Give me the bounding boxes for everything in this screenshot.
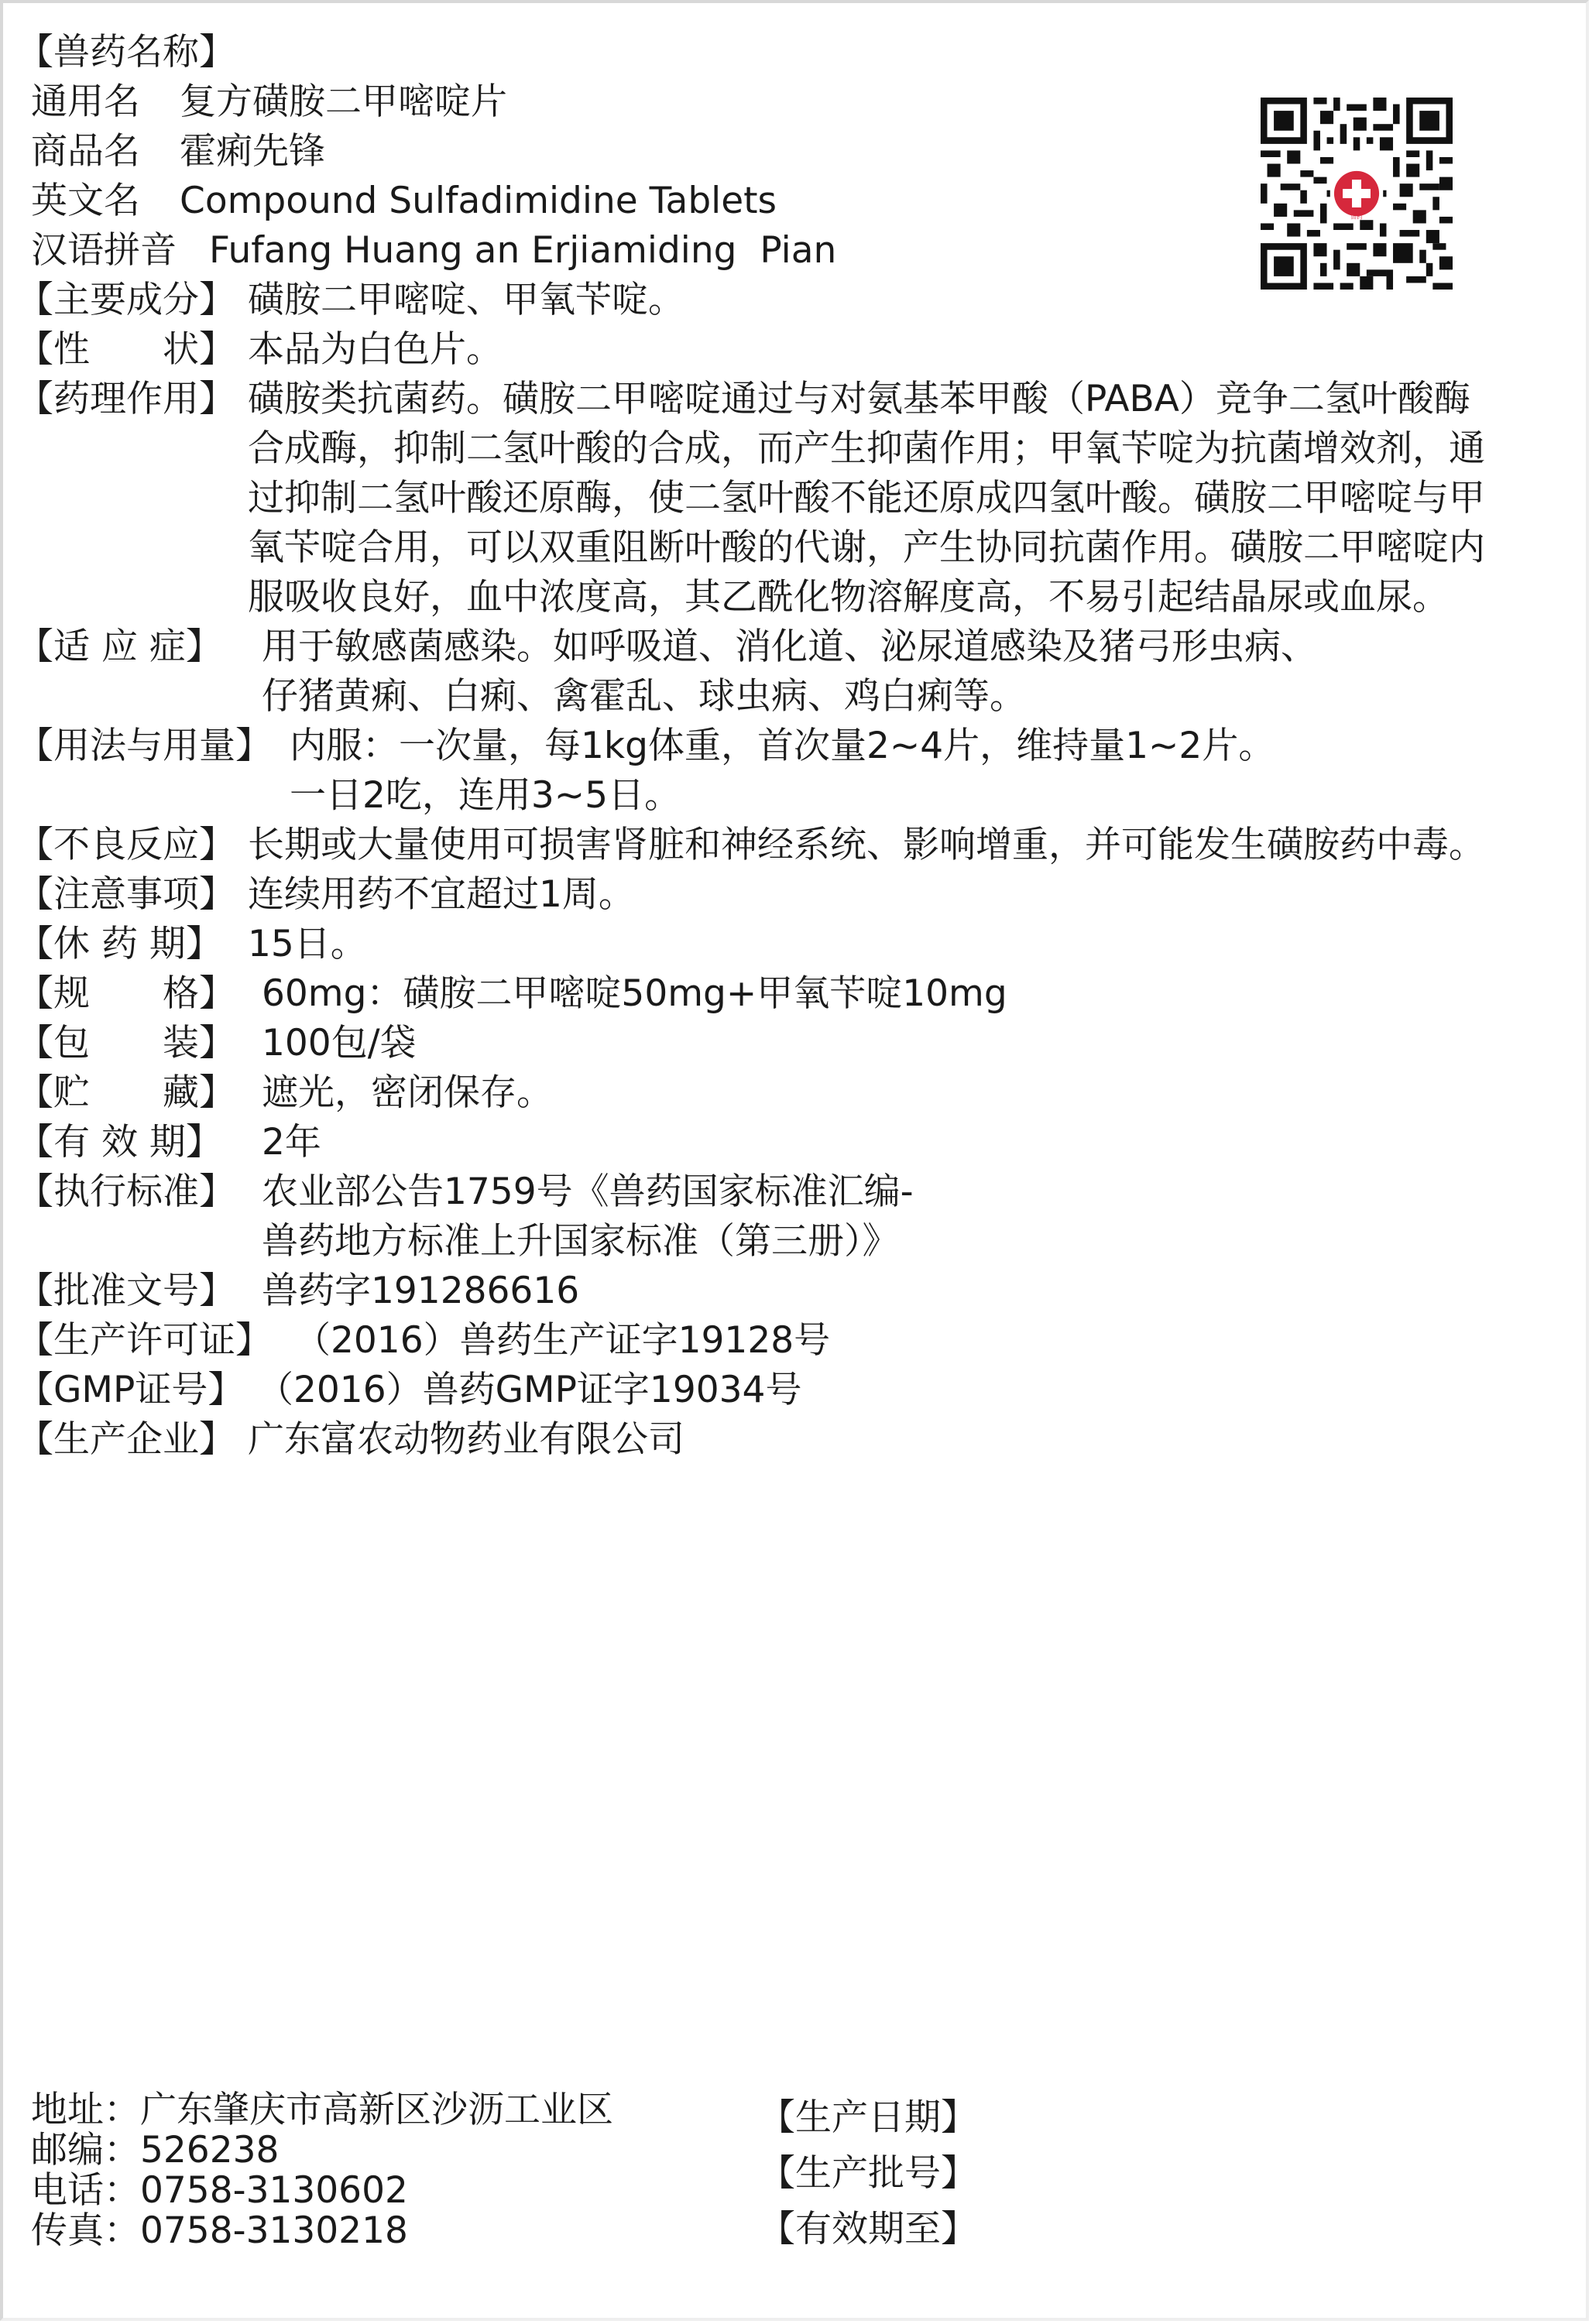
dosage-row-2: [290, 771, 681, 821]
withdrawal-value: 15日。: [248, 923, 367, 965]
storage-row: [17, 1068, 553, 1118]
pinyin-row: [31, 226, 836, 276]
qr-badge-text: [1350, 212, 1363, 220]
validity-value: 2年: [262, 1121, 321, 1164]
trade-name-value: 霍痢先锋: [180, 130, 325, 173]
expiry-date-label: 【有效期至】: [759, 2208, 977, 2250]
section-vet-drug-name: [17, 28, 235, 77]
pharmacology-line-5: 服吸收良好，血中浓度高，其乙酰化物溶解度高，不易引起结晶尿或血尿。: [248, 576, 1449, 619]
precautions-value: 连续用药不宜超过1周。: [248, 873, 635, 916]
qr-code-icon: [1261, 98, 1453, 290]
storage-value: 遮光，密闭保存。: [262, 1071, 553, 1114]
gmp-label: 【GMP证号】: [17, 1369, 245, 1411]
fax-line: 传真：0758-3130218: [31, 2209, 408, 2252]
pharmacology-line-3: 过抑制二氢叶酸还原酶，使二氢叶酸不能还原成四氢叶酸。磺胺二甲嘧啶与甲: [248, 477, 1485, 519]
gmp-row: [17, 1366, 801, 1415]
generic-name-value: 复方磺胺二甲嘧啶片: [180, 81, 507, 123]
package-value: 100包/袋: [262, 1022, 417, 1064]
pharmacology-row-2: [248, 424, 1485, 474]
dosage-label: 【用法与用量】: [17, 725, 272, 767]
phone-line: 电话：0758-3130602: [31, 2169, 408, 2212]
adverse-row: [17, 821, 1485, 870]
gmp-value: （2016）兽药GMP证字19034号: [257, 1369, 802, 1411]
standard-line-1: 农业部公告1759号《兽药国家标准汇编-: [262, 1171, 914, 1213]
indications-label: 【适 应 症】: [17, 626, 222, 668]
contact-block: [31, 2090, 805, 2251]
license-label: 【生产许可证】: [17, 1319, 272, 1362]
trade-name-label: 商品名: [31, 130, 140, 173]
pharmacology-label: 【药理作用】: [17, 378, 235, 420]
spec-label: 【规 格】: [17, 972, 235, 1015]
package-label: 【包 装】: [17, 1022, 235, 1064]
withdrawal-row: [17, 920, 367, 969]
appearance-row: [17, 325, 503, 375]
indications-row: [17, 622, 1317, 672]
pharmacology-line-2: 合成酶，抑制二氢叶酸的合成，而产生抑菌作用；甲氧苄啶为抗菌增效剂，通: [248, 427, 1485, 470]
generic-name-row: [31, 77, 507, 127]
pharmacology-row-4: [248, 523, 1485, 573]
approval-value: 兽药字191286616: [262, 1270, 580, 1312]
standard-line-2: 兽药地方标准上升国家标准（第三册）》: [262, 1220, 899, 1263]
manufacturer-row: [17, 1415, 684, 1465]
print-info-block: [759, 2090, 977, 2257]
indications-row-2: [262, 672, 1026, 722]
approval-row: [17, 1267, 579, 1316]
postcode-line: 邮编：526238: [31, 2129, 280, 2171]
batch-number-label: 【生产批号】: [759, 2152, 977, 2195]
production-date-label: 【生产日期】: [759, 2096, 977, 2139]
validity-label: 【有 效 期】: [17, 1121, 222, 1164]
pinyin-label: 汉语拼音: [31, 229, 177, 272]
generic-name-label: 通用名: [31, 81, 140, 123]
address-line: 地址：广东肇庆市高新区沙沥工业区: [31, 2089, 613, 2131]
precautions-label: 【注意事项】: [17, 873, 235, 916]
manufacturer-value: 广东富农动物药业有限公司: [248, 1418, 684, 1461]
ingredients-row: [17, 276, 684, 325]
pharmacology-row: [17, 375, 1470, 424]
standard-label: 【执行标准】: [17, 1171, 235, 1213]
appearance-label: 【性 状】: [17, 328, 235, 371]
pharmacology-row-3: [248, 474, 1485, 523]
english-name-row: [31, 177, 777, 226]
standard-row: [17, 1167, 914, 1217]
dosage-line-1: 内服：一次量，每1kg体重，首次量2~4片，维持量1~2片。: [290, 725, 1275, 767]
english-name-label: 英文名: [31, 180, 140, 222]
storage-label: 【贮 藏】: [17, 1071, 235, 1114]
appearance-value: 本品为白色片。: [248, 328, 503, 371]
manufacturer-label: 【生产企业】: [17, 1418, 235, 1461]
adverse-value: 长期或大量使用可损害肾脏和神经系统、影响增重，并可能发生磺胺药中毒。: [248, 824, 1485, 866]
license-value: （2016）兽药生产证字19128号: [294, 1319, 831, 1362]
dosage-line-2: 一日2吃，连用3~5日。: [290, 774, 681, 817]
indications-line-2: 仔猪黄痢、白痢、禽霍乱、球虫病、鸡白痢等。: [262, 675, 1026, 718]
ingredients-value: 磺胺二甲嘧啶、甲氧苄啶。: [248, 279, 684, 321]
pharmacology-line-1: 磺胺类抗菌药。磺胺二甲嘧啶通过与对氨基苯甲酸（PABA）竞争二氢叶酸酶: [248, 378, 1470, 420]
pharmacology-line-4: 氧苄啶合用，可以双重阻断叶酸的代谢，产生协同抗菌作用。磺胺二甲嘧啶内: [248, 526, 1485, 569]
section-label: 【兽药名称】: [17, 31, 235, 74]
dosage-row: [17, 722, 1275, 771]
ingredients-label: 【主要成分】: [17, 279, 235, 321]
adverse-label: 【不良反应】: [17, 824, 235, 866]
package-row: [17, 1019, 417, 1068]
license-row: [17, 1316, 830, 1366]
english-name-value: Compound Sulfadimidine Tablets: [180, 180, 777, 222]
standard-row-2: [262, 1217, 899, 1267]
trade-name-row: [31, 127, 325, 177]
spec-value: 60mg：磺胺二甲嘧啶50mg+甲氧苄啶10mg: [262, 972, 1007, 1015]
pinyin-value: Fufang Huang an Erjiamiding Pian: [209, 229, 837, 272]
spec-row: [17, 969, 1007, 1019]
validity-row: [17, 1118, 321, 1167]
indications-line-1: 用于敏感菌感染。如呼吸道、消化道、泌尿道感染及猪弓形虫病、: [262, 626, 1317, 668]
withdrawal-label: 【休 药 期】: [17, 923, 222, 965]
approval-label: 【批准文号】: [17, 1270, 235, 1312]
precautions-row: [17, 870, 635, 920]
pharmacology-row-5: [248, 573, 1449, 622]
